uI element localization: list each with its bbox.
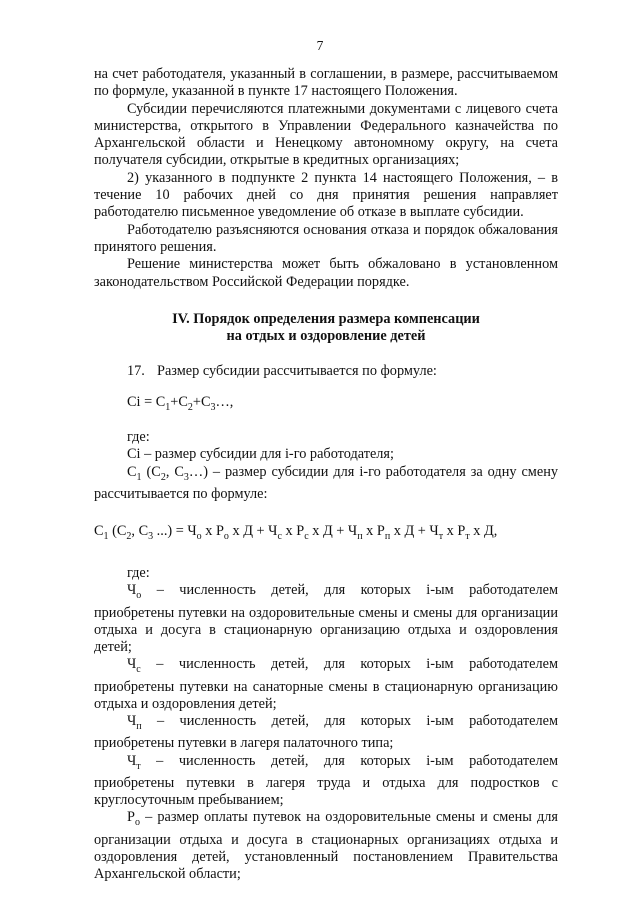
document-body — [94, 66, 558, 883]
formula-subscript: 3 — [148, 530, 154, 542]
item-number: 17. — [127, 363, 145, 380]
definition-item — [94, 713, 558, 752]
formula-subscript: т — [136, 760, 141, 772]
definition-symbol: Р — [127, 809, 135, 826]
definition-text: – численность детей, для которых i-ым работодателем приобретены путевки на санаторные смены в стационарную организацию отдыха и оздоровления детей; — [94, 656, 558, 712]
formula-subscript: п — [384, 530, 391, 542]
formula-subscript: 1 — [103, 530, 109, 542]
c1-definition — [94, 464, 558, 503]
definition-symbol: Ч — [127, 582, 137, 599]
formula-subscript: 2 — [187, 401, 193, 413]
formula-subscript: 3 — [183, 471, 189, 483]
formula-part: , С — [131, 522, 149, 539]
formula-part: +С — [192, 393, 211, 410]
paragraph: Решение министерства может быть обжаловано в установленном законодательством Российской Федерации порядке. — [94, 256, 558, 290]
definition-symbol: Ч — [127, 752, 137, 769]
formula-subscript: о — [196, 530, 202, 542]
definition-text: – размер оплаты путевок на оздоровительные смены и смены для организации отдыха и досуга в стационарных организациях отдыха и оздоровления детей, установленный постановлением Правительства Архангельской области; — [94, 809, 558, 883]
formula-subscript: п — [357, 530, 363, 542]
section-heading — [94, 311, 558, 346]
formula-part: С — [127, 463, 137, 480]
page-number: 7 — [316, 38, 324, 53]
definition-text: – численность детей, для которых i-ым работодателем приобретены путевки в лагеря труда и отдыха для подростков с круглосуточным пребыванием; — [94, 752, 558, 809]
formula-part: (С — [141, 463, 161, 480]
definition-text: – численность детей, для которых i-ым работодателем приобретены путевки в лагеря палаточного типа; — [94, 713, 558, 752]
section-heading-line: на отдых и оздоровление детей — [226, 328, 426, 345]
formula-part: х Р — [201, 522, 224, 539]
item-17 — [94, 363, 558, 380]
formula-subscript: 1 — [136, 471, 142, 483]
formula-part: С — [94, 522, 104, 539]
paragraph: на счет работодателя, указанный в соглашении, в размере, рассчитываемом по формуле, указанной в пункте 17 настоящего Положения. — [94, 66, 558, 100]
definition-item — [94, 809, 558, 883]
paragraph: 2) указанного в подпункте 2 пункта 14 настоящего Положения, – в течение 10 рабочих дней со дня принятия решения направляет работодателю письменное уведомление об отказе в выплате субсидии. — [94, 169, 558, 221]
item-text: Размер субсидии рассчитывается по формуле: — [157, 363, 437, 380]
formula-subscript: п — [136, 721, 142, 733]
formula-ci — [94, 394, 558, 416]
ci-definition: Сi – размер субсидии для i-го работодателя; — [127, 446, 394, 463]
formula-part: Сi = С — [127, 393, 166, 410]
formula-subscript: т — [438, 530, 444, 542]
formula-subscript: 2 — [126, 530, 132, 542]
formula-subscript: т — [465, 530, 470, 542]
definition-symbol: Ч — [127, 713, 137, 730]
formula-part: х Д, — [469, 522, 498, 539]
definition-item — [94, 753, 558, 810]
paragraph: Субсидии перечисляются платежными документами с лицевого счета министерства, открытого в Управлении Федерального казначейства по Архангельской области и Ненецкому автономному округу, на счета получателя субсидии, открытые в кредитных организациях; — [94, 100, 558, 169]
definition-item — [94, 656, 558, 713]
definition-text: – численность детей, для которых i-ым работодателем приобретены путевки на оздоровительные смены и смены для организации отдыха и досуга в стационарную организацию отдыха и оздоровления детей; — [94, 582, 558, 656]
formula-subscript: о — [134, 817, 140, 829]
paragraph: Работодателю разъясняются основания отказа и порядок обжалования принятого решения. — [94, 221, 558, 255]
formula-part: х Д + Ч — [228, 522, 278, 539]
formula-part: х Р — [281, 522, 305, 539]
formula-main — [94, 523, 558, 545]
definition-symbol: Ч — [127, 656, 137, 673]
formula-part: …, — [215, 393, 234, 410]
formula-subscript: 3 — [210, 401, 216, 413]
definition-item — [94, 582, 558, 656]
formula-subscript: 1 — [165, 401, 171, 413]
formula-part: (С — [108, 522, 127, 539]
formula-subscript: 2 — [160, 471, 166, 483]
where-label: где: — [127, 565, 150, 582]
formula-part: …) – размер субсидии для i-го работодателя за одну смену рассчитывается по формуле: — [94, 463, 558, 502]
formula-subscript: о — [223, 530, 229, 542]
formula-part: ...) = Ч — [153, 522, 197, 539]
formula-subscript: с — [304, 530, 309, 542]
formula-part: х Р — [443, 522, 466, 539]
formula-part: х Д + Ч — [308, 522, 358, 539]
formula-subscript: с — [136, 664, 141, 676]
section-heading-line: IV. Порядок определения размера компенсации — [172, 310, 480, 327]
formula-part: , С — [165, 463, 184, 480]
formula-subscript: с — [277, 530, 282, 542]
where-label: где: — [127, 428, 150, 445]
formula-part: х Д + Ч — [390, 522, 439, 539]
formula-subscript: о — [136, 590, 142, 602]
formula-part: х Р — [362, 522, 385, 539]
formula-part: +С — [170, 393, 188, 410]
